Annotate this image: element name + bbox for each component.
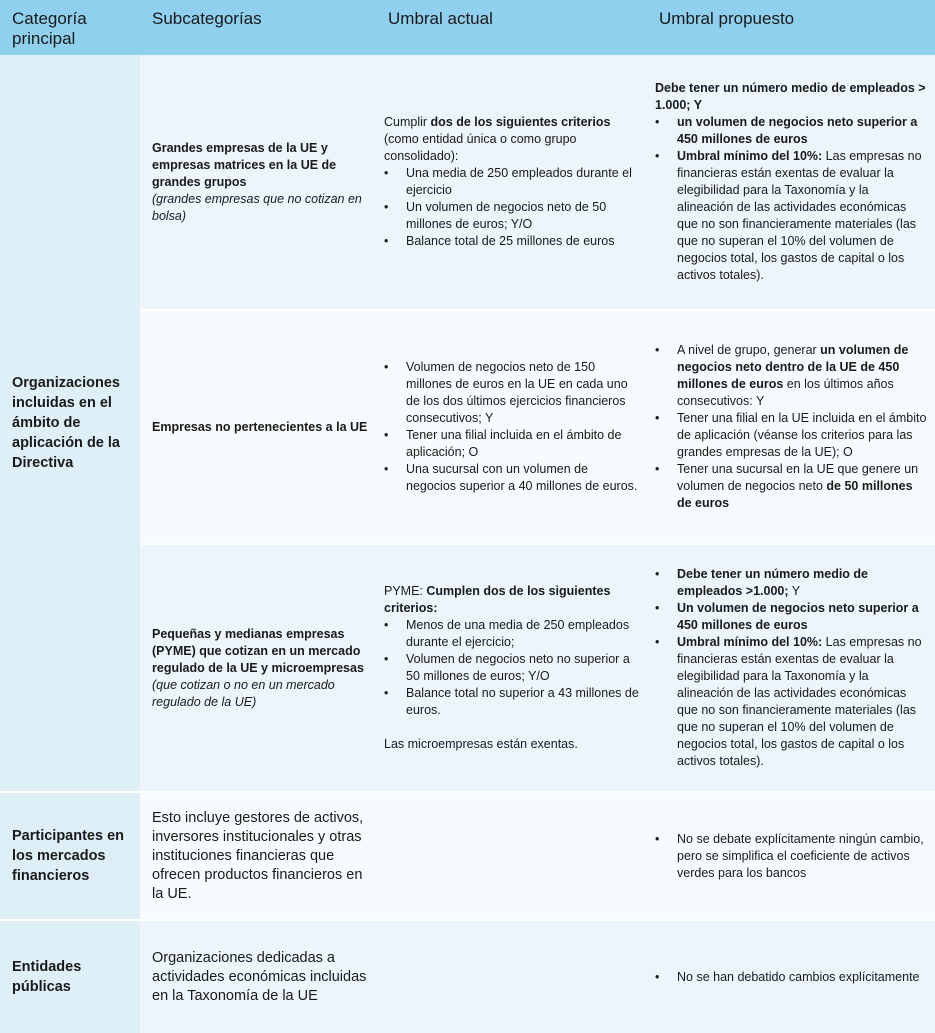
current-intro — [384, 583, 639, 617]
table-row — [0, 920, 935, 1033]
proposed-item-bold: un volumen de negocios neto dentro de la UE de 450 millones de euros — [677, 343, 909, 391]
proposed-item-text: Tener una sucursal en la UE que genere un volumen de negocios neto — [677, 462, 919, 493]
list-item: • Menos de una media de 250 empleados durante el ejercicio; — [406, 617, 639, 651]
list-item — [677, 114, 927, 148]
current-threshold-public — [376, 920, 647, 1033]
list-item: • Una sucursal con un volumen de negocios superior a 40 millones de euros. — [406, 461, 639, 495]
list-item — [677, 148, 927, 284]
current-intro-tail: (como entidad única o como grupo consolidado): — [384, 132, 577, 163]
subcategory-sme — [140, 544, 376, 792]
proposed-threshold-non-eu — [647, 310, 935, 544]
proposed-criteria-list — [655, 342, 927, 512]
current-intro-text: Cumplir — [384, 115, 431, 129]
list-item: • Volumen de negocios neto de 150 millones de euros en la UE en cada uno de los dos últimos ejercicios financieros consecutivos; Y — [406, 359, 639, 427]
list-item: • Tener una filial en la UE incluida en el ámbito de aplicación (véanse los criterios para las grandes empresas de la UE); O — [677, 410, 927, 461]
subcategory-public: Organizaciones dedicadas a actividades económicas incluidas en la Taxonomía de la UE — [140, 920, 376, 1033]
proposed-item-text: Y — [788, 584, 801, 598]
subcategory-title: Pequeñas y medianas empresas (PYME) que cotizan en un mercado regulado de la UE y microempresas — [152, 626, 364, 675]
list-item: • Volumen de negocios neto no superior a 50 millones de euros; Y/O — [406, 651, 639, 685]
current-intro-bold: Cumplen dos de los siguientes criterios: — [384, 584, 611, 615]
list-item — [677, 342, 927, 410]
subcategory-note: (que cotizan o no en un mercado regulado de la UE) — [152, 677, 335, 709]
proposed-threshold-large — [647, 55, 935, 310]
subcategory-large-eu — [140, 55, 376, 310]
subcategory-financial: Esto incluye gestores de activos, inversores institucionales y otras instituciones financieras que ofrecen productos financieros en la UE. — [140, 792, 376, 920]
list-item: • Balance total no superior a 43 millones de euros. — [406, 685, 639, 719]
list-item: • Una media de 250 empleados durante el ejercicio — [406, 165, 639, 199]
subcategory-title: Grandes empresas de la UE y empresas matrices en la UE de grandes grupos — [152, 140, 337, 189]
table-row — [0, 310, 935, 544]
proposed-criteria-list — [655, 566, 927, 770]
header-current-threshold: Umbral actual — [376, 0, 647, 55]
proposed-criteria-list — [655, 969, 927, 986]
list-item — [677, 634, 927, 770]
category-public-entities: Entidades públicas — [0, 920, 140, 1033]
proposed-threshold-financial — [647, 792, 935, 920]
proposed-criteria-list — [655, 831, 927, 882]
category-financial-participants: Participantes en los mercados financieros — [0, 792, 140, 920]
current-criteria-list — [384, 617, 639, 719]
proposed-item-text: A nivel de grupo, generar — [677, 343, 821, 357]
header-category: Categoría principal — [0, 0, 140, 55]
category-organizations: Organizaciones incluidas en el ámbito de aplicación de la Directiva — [0, 55, 140, 792]
table-row — [0, 55, 935, 310]
header-subcategories: Subcategorías — [140, 0, 376, 55]
current-note: Las microempresas están exentas. — [384, 737, 578, 751]
list-item: • Tener una filial incluida en el ámbito de aplicación; O — [406, 427, 639, 461]
current-threshold-financial — [376, 792, 647, 920]
table-row — [0, 544, 935, 792]
current-threshold-non-eu — [376, 310, 647, 544]
proposed-item-tail: en los últimos años consecutivos: Y — [677, 377, 894, 408]
proposed-criteria-list — [655, 114, 927, 284]
current-intro — [384, 114, 639, 165]
list-item: • Un volumen de negocios neto de 50 millones de euros; Y/O — [406, 199, 639, 233]
proposed-threshold-public — [647, 920, 935, 1033]
header-row — [0, 0, 935, 55]
proposed-item-bold: Un volumen de negocios neto superior a 450 millones de euros — [677, 601, 919, 632]
subcategory-non-eu: Empresas no pertenecientes a la UE — [140, 310, 376, 544]
proposed-item-bold: Umbral mínimo del 10%: — [677, 635, 823, 649]
proposed-threshold-sme — [647, 544, 935, 792]
proposed-item-bold: de 50 millones de euros — [677, 479, 913, 510]
current-threshold-large — [376, 55, 647, 310]
current-criteria-list — [384, 165, 639, 250]
list-item — [677, 600, 927, 634]
current-threshold-sme — [376, 544, 647, 792]
header-proposed-threshold: Umbral propuesto — [647, 0, 935, 55]
proposed-item-text: Las empresas no financieras están exentas de evaluar la elegibilidad para la Taxonomía y la alineación de las actividades económicas que no son financieramente materiales (las que no superan el 10% del volumen de negocios total, los gastos de capital o los activos totales). — [677, 149, 922, 282]
proposed-item-text: un volumen de negocios neto superior a 450 millones de euros — [677, 115, 918, 146]
proposed-item-bold: Umbral mínimo del 10%: — [677, 149, 823, 163]
table-row — [0, 792, 935, 920]
list-item: • No se debate explícitamente ningún cambio, pero se simplifica el coeficiente de activos verdes para los bancos — [677, 831, 927, 882]
list-item — [677, 461, 927, 512]
list-item: • No se han debatido cambios explícitamente — [677, 969, 927, 986]
list-item — [677, 566, 927, 600]
current-intro-text: PYME: — [384, 584, 427, 598]
subcategory-note: (grandes empresas que no cotizan en bolsa) — [152, 191, 362, 223]
proposed-intro: Debe tener un número medio de empleados > 1.000; Y — [655, 81, 926, 112]
current-intro-bold: dos de los siguientes criterios — [430, 115, 611, 129]
proposed-item-text: Las empresas no financieras están exentas de evaluar la elegibilidad para la Taxonomía y la alineación de las actividades económicas que no son financieramente materiales (las que no superan el 10% del volumen de negocios total, los gastos de capital o los activos totales). — [677, 635, 922, 768]
current-criteria-list — [384, 359, 639, 495]
proposed-item-bold: Debe tener un número medio de empleados >1.000; — [677, 567, 869, 598]
list-item: • Balance total de 25 millones de euros — [406, 233, 639, 250]
